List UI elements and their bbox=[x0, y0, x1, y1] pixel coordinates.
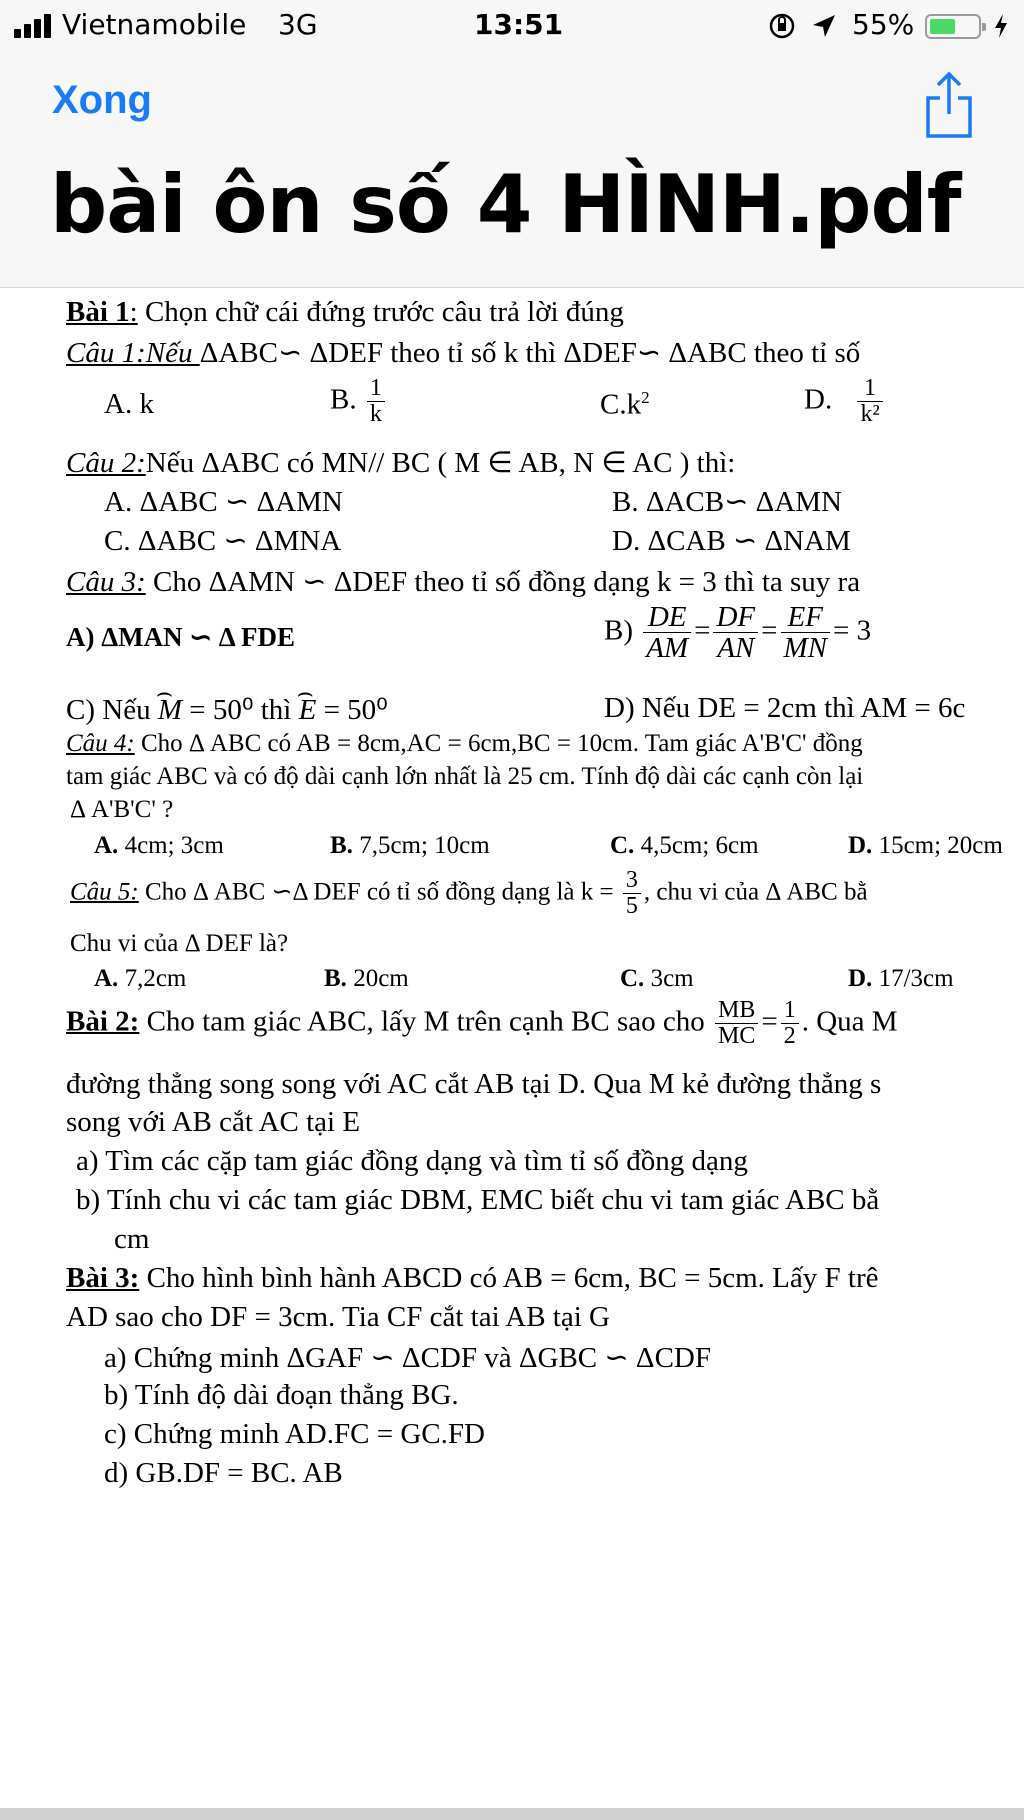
q5-a-key: A. bbox=[94, 965, 119, 992]
q2-option-b: B. ΔACB∽ ΔAMN bbox=[612, 486, 842, 518]
app-header bbox=[0, 0, 1024, 288]
bai3-line2: AD sao cho DF = 3cm. Tia CF cắt tai AB tại G bbox=[66, 1301, 610, 1333]
q1-d-num: 1 bbox=[857, 376, 882, 402]
q3-b-f2-den: AN bbox=[717, 632, 755, 665]
q3-c-end: = 50⁰ bbox=[316, 694, 388, 726]
bai2-part-a: a) Tìm các cặp tam giác đồng dạng và tìm tỉ số đồng dạng bbox=[76, 1145, 748, 1177]
bai2-mb-mc-fraction bbox=[715, 998, 758, 1049]
q1-d-den: k² bbox=[860, 401, 880, 428]
bai3-part-a: a) Chứng minh ΔGAF ∽ ΔCDF và ΔGBC ∽ ΔCDF bbox=[104, 1342, 711, 1374]
q3-c-prefix: C) Nếu bbox=[66, 694, 158, 726]
location-arrow-icon bbox=[810, 12, 838, 40]
q5-b-text: 20cm bbox=[346, 965, 409, 992]
q3-option-b: B) $\frac{DE}{AM}$ = $\frac{DF}{AN}$ = $\frac{EF}{MN}$ = 3 bbox=[604, 601, 872, 665]
share-icon[interactable] bbox=[924, 68, 974, 140]
q3-b-frac2 bbox=[713, 602, 758, 664]
charging-bolt-icon bbox=[992, 12, 1010, 40]
q5-c-key: C. bbox=[620, 965, 645, 992]
orientation-lock-icon bbox=[768, 12, 796, 40]
bai2-f-den: MC bbox=[717, 1023, 756, 1050]
q3-b-prefix: B) bbox=[604, 614, 633, 647]
bai2-part-b2: cm bbox=[114, 1223, 150, 1255]
q4-b-key: B. bbox=[330, 832, 353, 859]
bai1-text: Chọn chữ cái đứng trước câu trả lời đúng bbox=[137, 296, 624, 328]
page-bottom-edge bbox=[0, 1808, 1024, 1820]
q1-b-num: 1 bbox=[367, 376, 385, 402]
q1-c-text: C.k bbox=[600, 388, 642, 421]
bai2-h-num: 1 bbox=[781, 998, 799, 1024]
q4-label: Câu 4: bbox=[66, 730, 135, 757]
q4-option-d bbox=[848, 832, 1003, 860]
pdf-page[interactable] bbox=[0, 288, 1024, 1808]
q5-text-post: , chu vi của Δ ABC bằ bbox=[643, 878, 868, 906]
bai2-eq: = bbox=[761, 1005, 778, 1038]
q4-option-b bbox=[330, 832, 490, 860]
q3-c-angle-e: ⌢ E bbox=[299, 694, 317, 727]
bai1-line bbox=[66, 296, 624, 329]
q1-b-prefix: B. bbox=[330, 383, 357, 416]
q3-option-a: A) ΔMAN ∽ Δ FDE bbox=[66, 622, 295, 652]
bai1-heading: Bài 1 bbox=[66, 296, 130, 328]
q4-c-key: C. bbox=[610, 832, 635, 859]
q3-option-c bbox=[66, 692, 388, 727]
q4-c-text: 4,5cm; 6cm bbox=[634, 832, 759, 859]
q2-label: Câu 2: bbox=[66, 447, 146, 479]
q2-option-c: C. ΔABC ∽ ΔMNA bbox=[104, 525, 342, 557]
bai2-line3: song với AB cắt AC tại E bbox=[66, 1106, 361, 1138]
battery-icon bbox=[925, 14, 981, 39]
q3-text: Cho ΔAMN ∽ ΔDEF theo tỉ số đồng dạng k = 3 thì ta suy ra bbox=[145, 566, 861, 598]
q5-line2: Chu vi của Δ DEF là? bbox=[70, 930, 289, 957]
q1-label: Câu 1:Nếu bbox=[66, 337, 200, 369]
bai2-text-pre: Cho tam giác ABC, lấy M trên cạnh BC sao cho bbox=[139, 1005, 712, 1038]
bai2-line2: đường thẳng song song với AC cắt AB tại D. Qua M kẻ đường thẳng s bbox=[66, 1068, 882, 1100]
battery-percent: 55% bbox=[852, 8, 915, 41]
done-button[interactable]: Xong bbox=[52, 78, 152, 122]
q5-k-fraction bbox=[623, 868, 641, 919]
q3-b-f1-den: AM bbox=[646, 632, 689, 665]
q5-option-d bbox=[848, 965, 954, 993]
q1-text: ΔABC∽ ΔDEF theo tỉ số k thì ΔDEF∽ ΔABC theo tỉ số bbox=[199, 337, 861, 369]
bai2-h-den: 2 bbox=[783, 1023, 796, 1050]
bai2-part-b: b) Tính chu vi các tam giác DBM, EMC biết chu vi tam giác ABC bằ bbox=[76, 1184, 880, 1216]
q2-option-a: A. ΔABC ∽ ΔAMN bbox=[104, 486, 343, 518]
q4-line1-text: Cho Δ ABC có AB = 8cm,AC = 6cm,BC = 10cm. Tam giác A'B'C' đồng bbox=[134, 730, 863, 757]
q4-line2: tam giác ABC và có độ dài cạnh lớn nhất là 25 cm. Tính độ dài các cạnh còn lại bbox=[66, 763, 864, 790]
bai3-part-d: d) GB.DF = BC. AB bbox=[104, 1457, 343, 1489]
q1-option-b bbox=[330, 376, 388, 427]
bai3-part-c: c) Chứng minh AD.FC = GC.FD bbox=[104, 1418, 485, 1450]
q3-b-f3-num: EF bbox=[781, 602, 831, 633]
q5-option-c bbox=[620, 965, 694, 993]
q5-b-key: B. bbox=[324, 965, 347, 992]
q5-option-a bbox=[94, 965, 186, 993]
carrier-name: Vietnamobile bbox=[62, 8, 247, 41]
q2-line bbox=[66, 445, 735, 480]
q4-d-key: D. bbox=[848, 832, 873, 859]
bai2-heading: Bài 2: bbox=[66, 1005, 140, 1038]
q3-b-f3-den: MN bbox=[783, 632, 828, 665]
bai3-heading: Bài 3: bbox=[66, 1262, 140, 1294]
q3-label: Câu 3: bbox=[66, 566, 146, 598]
q1-c-sup: 2 bbox=[641, 388, 650, 407]
q5-k-den: 5 bbox=[625, 893, 638, 920]
q5-line1 bbox=[70, 868, 868, 919]
q3-line bbox=[66, 564, 860, 599]
q3-b-frac3 bbox=[781, 602, 831, 664]
document-title: bài ôn số 4 HÌNH.pdf bbox=[50, 158, 961, 251]
q4-line1 bbox=[66, 730, 863, 758]
bai3-line1-text: Cho hình bình hành ABCD có AB = 6cm, BC = 5cm. Lấy F trê bbox=[139, 1262, 879, 1294]
q5-k-num: 3 bbox=[623, 868, 641, 894]
q2-text: Nếu ΔABC có MN// BC ( M ∈ AB, N ∈ AC ) thì: bbox=[145, 447, 736, 479]
signal-bars-icon bbox=[14, 14, 56, 38]
q1-d-prefix: D. bbox=[804, 383, 833, 416]
q4-option-c bbox=[610, 832, 759, 860]
q5-d-key: D. bbox=[848, 965, 873, 992]
bai2-line1 bbox=[66, 998, 898, 1049]
q1-d-fraction bbox=[857, 376, 882, 427]
q4-option-a bbox=[94, 832, 224, 860]
clock: 13:51 bbox=[474, 8, 564, 41]
q4-b-text: 7,5cm; 10cm bbox=[352, 832, 490, 859]
q5-text-pre: Cho Δ ABC ∽Δ DEF có tỉ số đồng dạng là k = bbox=[138, 878, 620, 906]
bai3-line1 bbox=[66, 1262, 878, 1295]
bai1-colon: : bbox=[129, 296, 138, 328]
q2-option-d: D. ΔCAB ∽ ΔNAM bbox=[612, 525, 851, 557]
q5-c-text: 3cm bbox=[644, 965, 694, 992]
q3-b-f1-num: DE bbox=[643, 602, 691, 633]
bai2-half-fraction bbox=[781, 998, 799, 1049]
q5-a-text: 7,2cm bbox=[118, 965, 187, 992]
q3-b-frac1 bbox=[643, 602, 691, 664]
q4-a-key: A. bbox=[94, 832, 119, 859]
q5-option-b bbox=[324, 965, 409, 993]
q3-c-angle-m: ⌢ M bbox=[158, 694, 182, 727]
q1-option-d bbox=[804, 376, 886, 427]
q5-d-text: 17/3cm bbox=[872, 965, 954, 992]
q4-line3: Δ A'B'C' ? bbox=[70, 796, 174, 823]
q3-b-suffix: = 3 bbox=[833, 614, 872, 647]
q1-option-a: A. k bbox=[104, 388, 154, 420]
bai2-f-num: MB bbox=[715, 998, 758, 1024]
q1-b-fraction bbox=[367, 376, 385, 427]
q3-c-mid: = 50⁰ thì bbox=[182, 694, 299, 726]
q1-option-c bbox=[600, 388, 650, 422]
bai3-part-b: b) Tính độ dài đoạn thẳng BG. bbox=[104, 1379, 459, 1411]
status-bar bbox=[0, 0, 1024, 52]
q1-b-den: k bbox=[369, 401, 382, 428]
network-type: 3G bbox=[278, 8, 318, 41]
q3-b-f2-num: DF bbox=[713, 602, 758, 633]
q4-a-text: 4cm; 3cm bbox=[118, 832, 224, 859]
q5-label: Câu 5: bbox=[70, 878, 139, 906]
q3-option-d: D) Nếu DE = 2cm thì AM = 6c bbox=[604, 692, 966, 724]
q4-d-text: 15cm; 20cm bbox=[872, 832, 1003, 859]
bai2-text-post: . Qua M bbox=[801, 1005, 898, 1038]
q1-line bbox=[66, 335, 860, 370]
